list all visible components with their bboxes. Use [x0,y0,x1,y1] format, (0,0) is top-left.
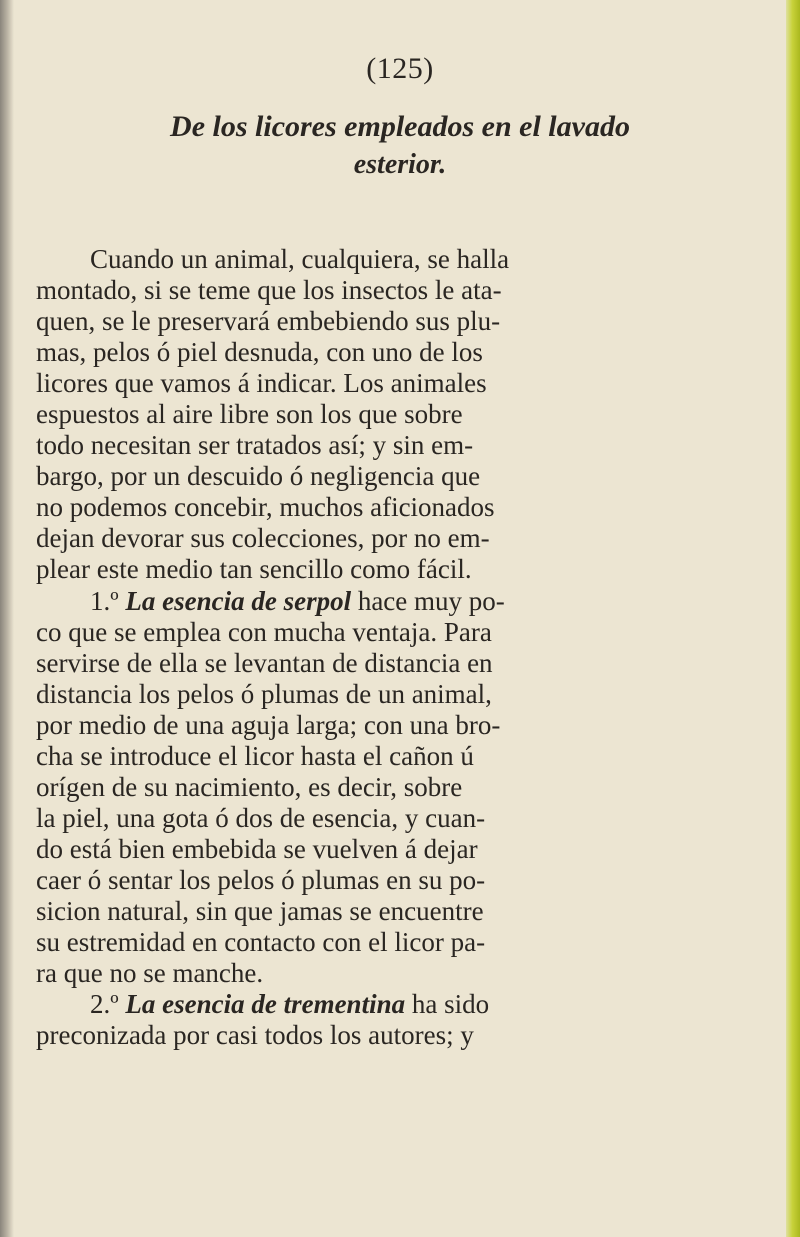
item-title: La esencia de serpol [125,585,352,616]
item-text: hace muy po- [357,585,505,616]
text-line: distancia los pelos ó plumas de un animal, [36,678,492,709]
text-line: quen, se le preservará embebiendo sus plu- [36,306,501,337]
text-line: co que se emplea con mucha ventaja. Para [36,616,492,647]
item-text: ha sido [411,989,490,1020]
item-title: La esencia de trementina [125,989,406,1020]
text-line: plear este medio tan sencillo como fácil. [36,554,472,585]
text-line: bargo, por un descuido ó negligencia que [36,461,481,492]
text-line: por medio de una aguja larga; con una bro- [36,709,501,740]
text-line: mas, pelos ó piel desnuda, con uno de los [36,337,483,368]
page-number: (125) [366,52,434,85]
text-line: dejan devorar sus colecciones, por no em- [36,523,490,554]
text-line: ra que no se manche. [36,958,264,989]
text-line: su estremidad en contacto con el licor pa- [36,927,486,958]
text-line: cha se introduce el licor hasta el cañon ú [36,740,474,771]
text-line: Cuando un animal, cualquiera, se halla [90,244,510,274]
text-line [36,586,752,617]
text-line: caer ó sentar los pelos ó plumas en su po- [36,864,486,895]
text-line [36,989,752,1020]
text-line: preconizada por casi todos los autores; y [36,1020,474,1051]
page-left-edge [0,0,14,1237]
text-line: orígen de su nacimiento, es decir, sobre [36,771,463,802]
text-line: la piel, una gota ó dos de esencia, y cuan- [36,802,486,833]
text-line: todo necesitan ser tratados así; y sin em- [36,430,474,461]
item-number: 1.º [90,585,119,616]
text-line: sicion natural, sin que jamas se encuentre [36,895,484,926]
text-line: servirse de ella se levantan de distancia en [36,647,493,678]
text-line: licores que vamos á indicar. Los animales [36,368,487,399]
text-line: montado, si se teme que los insectos le ata- [36,275,502,306]
page-right-edge [786,0,800,1237]
text-line: espuestos al aire libre son los que sobre [36,399,463,430]
section-heading-line-1: De los licores empleados en el lavado [170,110,630,143]
text-line: do está bien embebida se vuelven á dejar [36,833,478,864]
body-text [36,244,752,1051]
section-heading-line-2: esterior. [353,149,447,180]
text-line: no podemos concebir, muchos aficionados [36,492,495,523]
item-number: 2.º [90,989,119,1020]
